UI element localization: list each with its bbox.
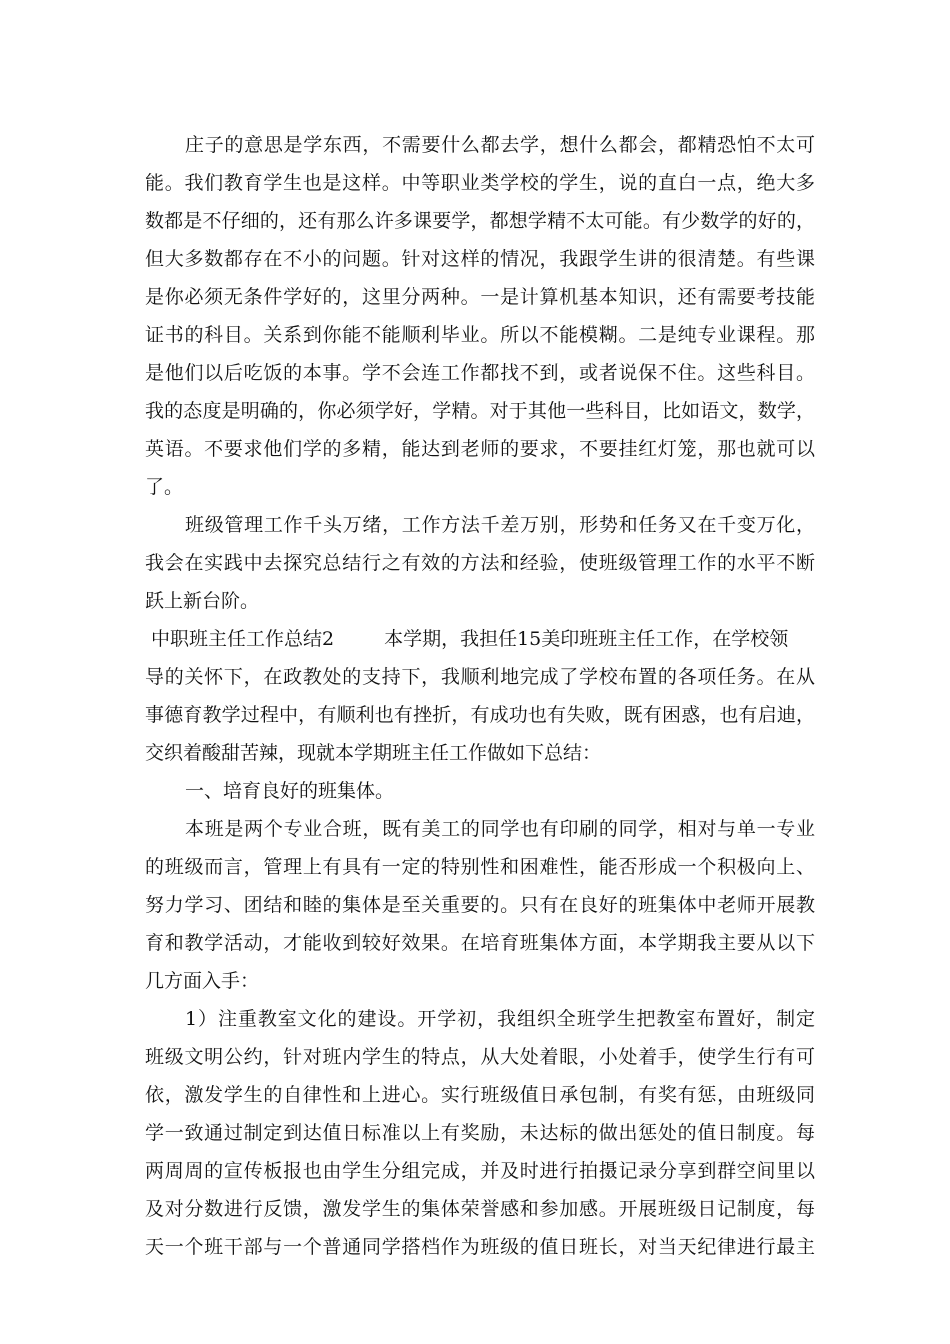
paragraph-line: 两周周的宣传板报也由学生分组完成，并及时进行拍摄记录分享到群空间里以 [145, 1160, 815, 1182]
paragraph-line: 依，激发学生的自律性和上进心。实行班级值日承包制，有奖有惩，由班级同 [145, 1084, 815, 1106]
paragraph-line: 能。我们教育学生也是这样。中等职业类学校的学生，说的直白一点，绝大多 [145, 172, 815, 194]
paragraph-line: 是他们以后吃饭的本事。学不会连工作都找不到，或者说保不住。这些科目。 [145, 362, 815, 384]
paragraph-line: 我会在实践中去探究总结行之有效的方法和经验，使班级管理工作的水平不断 [145, 552, 815, 574]
paragraph-line: 及对分数进行反馈，激发学生的集体荣誉感和参加感。开展班级日记制度，每 [145, 1198, 815, 1220]
paragraph-line: 的班级而言，管理上有具有一定的特别性和困难性，能否形成一个积极向上、 [145, 856, 815, 878]
paragraph-line: 事德育教学过程中，有顺利也有挫折，有成功也有失败，既有困惑，也有启迪， [145, 704, 815, 726]
paragraph-line: 班级管理工作千头万绪，工作方法千差万别，形势和任务又在千变万化， [185, 514, 815, 536]
paragraph-line: 班级文明公约，针对班内学生的特点，从大处着眼，小处着手，使学生行有可 [145, 1046, 815, 1068]
paragraph-line: 是你必须无条件学好的，这里分两种。一是计算机基本知识，还有需要考技能 [145, 286, 815, 308]
paragraph-line: 导的关怀下，在政教处的支持下，我顺利地完成了学校布置的各项任务。在从 [145, 666, 815, 688]
paragraph-line: 交织着酸甜苦辣，现就本学期班主任工作做如下总结： [145, 742, 602, 764]
section-intro: 本学期，我担任15美印班班主任工作，在学校领 [384, 628, 789, 650]
paragraph-line: 数都是不仔细的，还有那么许多课要学，都想学精不太可能。有少数学的好的， [145, 210, 815, 232]
paragraph-line: 但大多数都存在不小的问题。针对这样的情况，我跟学生讲的很清楚。有些课 [145, 248, 815, 270]
paragraph-line: 努力学习、团结和睦的集体是至关重要的。只有在良好的班集体中老师开展教 [145, 894, 815, 916]
section-title: 中职班主任工作总结2 [151, 628, 335, 650]
section-heading-line [145, 620, 815, 658]
paragraph-line: 证书的科目。关系到你能不能顺利毕业。所以不能模糊。二是纯专业课程。那 [145, 324, 815, 346]
paragraph-line: 本班是两个专业合班，既有美工的同学也有印刷的同学，相对与单一专业 [185, 818, 815, 840]
paragraph-line: 育和教学活动，才能收到较好效果。在培育班集体方面，本学期我主要从以下 [145, 932, 815, 954]
paragraph-line: 几方面入手： [145, 970, 260, 992]
paragraph-line: 庄子的意思是学东西，不需要什么都去学，想什么都会，都精恐怕不太可 [185, 134, 815, 156]
paragraph-line: 了。 [145, 476, 184, 498]
paragraph-line: 天一个班干部与一个普通同学搭档作为班级的值日班长，对当天纪律进行最主 [145, 1236, 815, 1258]
paragraph-line: 跃上新台阶。 [145, 590, 260, 612]
subheading-line: 一、培育良好的班集体。 [185, 780, 395, 802]
paragraph-line: 英语。不要求他们学的多精，能达到老师的要求，不要挂红灯笼，那也就可以 [145, 438, 815, 460]
paragraph-line: 我的态度是明确的，你必须学好，学精。对于其他一些科目，比如语文，数学， [145, 400, 815, 422]
paragraph-line: 学一致通过制定到达值日标准以上有奖励，未达标的做出惩处的值日制度。每 [145, 1122, 815, 1144]
paragraph-line: 1）注重教室文化的建设。开学初，我组织全班学生把教室布置好，制定 [185, 1008, 815, 1030]
document-body [145, 126, 815, 1266]
